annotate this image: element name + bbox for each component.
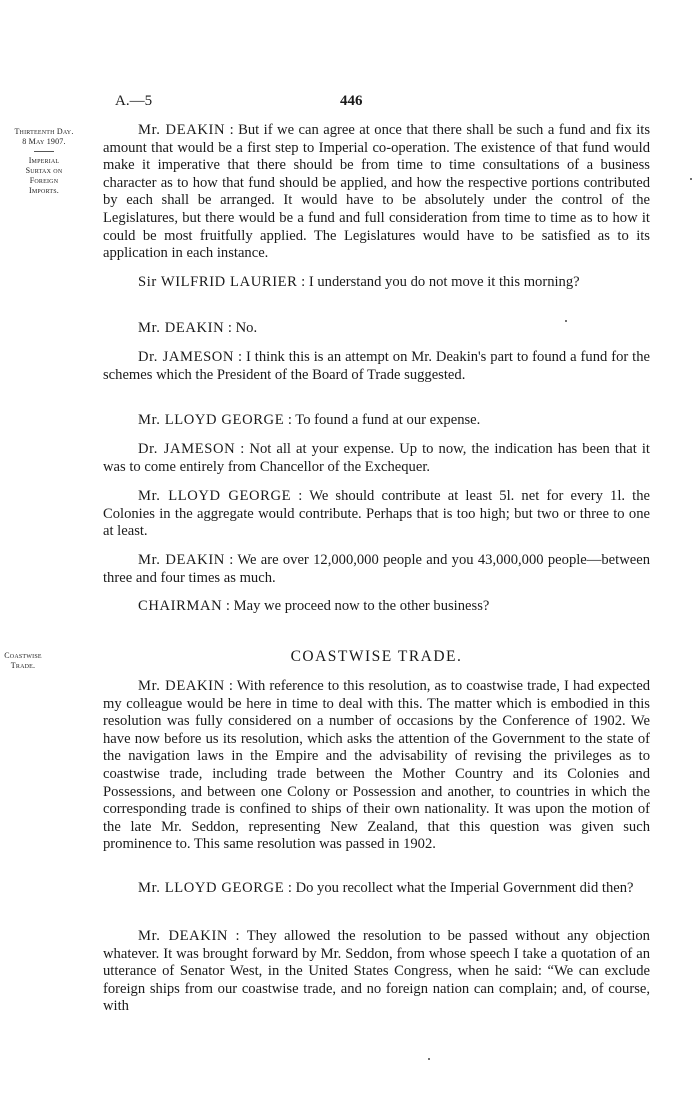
margin-coastwise-line: Coastwise <box>4 651 42 660</box>
margin-subject-line: Imports. <box>29 186 59 195</box>
speech-text: We are over 12,000,000 people and you 43,000,000 people—between three and four times as much. <box>103 552 650 586</box>
speaker-name: Mr. LLOYD GEORGE <box>138 488 292 504</box>
speech-paragraph: Mr. DEAKIN : They allowed the resolution to be passed without any objection whatever. It was brought forward by Mr. Seddon, from whose speech I take a quotation of an utterance of Senator West, in the United States Congress, when he said: “We can exclude foreign ships from our coastwise trade, and no foreign nation can complain; and, of course, with <box>103 928 650 1015</box>
speech-paragraph: Mr. LLOYD GEORGE : Do you recollect what the Imperial Government did then? <box>138 880 634 896</box>
speaker-name: Dr. JAMESON <box>138 441 236 457</box>
speech-text: But if we can agree at once that there shall be such a fund and fix its amount that would be a first step to Imperial co-operation. The existence of that fund would make it imperative that there should be from time to time consultations of a business character as to how that fund should be applied, and how the respective portions contributed by each shall be arranged. It would have to be absolutely under the control of the Legislatures, but there would be a fund and full consideration from time to time as to how it could be most fruitfully applied. The Legislatures would have to be satisfied as to its application in each instance. <box>103 122 651 262</box>
speech-text: They allowed the resolution to be passed without any objection whatever. It was brought forward by Mr. Seddon, from whose speech I take a quotation of an utterance of Senator West, in the United States Congress, when he said: “We can exclude foreign ships from our coastwise trade, and no foreign nation can complain; and, of course, with <box>103 928 650 1015</box>
scan-speck <box>565 320 567 322</box>
speaker-name: Sir WILFRID LAURIER <box>138 274 298 290</box>
speaker-name: Mr. LLOYD GEORGE <box>138 880 285 896</box>
speech-paragraph: Dr. JAMESON : I think this is an attempt on Mr. Deakin's part to found a fund for the schemes which the President of the Board of Trade suggested. <box>103 349 650 383</box>
document-reference: A.—5 <box>115 93 153 109</box>
speaker-name: Mr. DEAKIN <box>138 928 229 944</box>
speech-paragraph: Mr. LLOYD GEORGE : We should contribute at least 5l. net for every 1l. the Colonies in the aggregate would contribute. Perhaps that is too high; but two or three to one at least. <box>103 488 651 540</box>
page-number: 446 <box>340 93 363 109</box>
speech-text: I understand you do not move it this morning? <box>308 274 580 290</box>
section-heading: COASTWISE TRADE. <box>290 648 463 665</box>
speech-paragraph: CHAIRMAN : May we proceed now to the other business? <box>138 598 490 614</box>
speech-text: With reference to this resolution, as to coastwise trade, I had expected my colleague would be here in time to deal with this. The matter which is embodied in this resolution was fully considered on a number of occasions by the Conference of 1902. We have now before us its resolution, which asks the attention of the Government to the state of the navigation laws in the Empire and the advisability of revising the privileges as to coastwise trade, including trade between the Mother Country and its Colonies and Possessions, and between one Colony or Possession and another, to countries in which the corresponding trade is confined to ships of their own nationality. It was upon the motion of the late Mr. Seddon, representing New Zealand, that this question was given such prominence to. This same resolution was passed in 1902. <box>103 678 650 853</box>
margin-subject-line: Imperial <box>28 156 60 165</box>
margin-divider <box>34 151 54 152</box>
speaker-name: CHAIRMAN <box>138 598 223 614</box>
speaker-name: Mr. DEAKIN <box>138 678 225 694</box>
speech-text: To found a fund at our expense. <box>295 412 481 428</box>
margin-subject-line: Foreign <box>29 176 59 185</box>
scan-speck <box>690 178 692 180</box>
speaker-name: Mr. DEAKIN <box>138 122 226 138</box>
speech-paragraph: Mr. DEAKIN : We are over 12,000,000 people and you 43,000,000 people—between three and four times as much. <box>103 552 650 586</box>
speaker-name: Dr. JAMESON <box>138 349 235 365</box>
speech-paragraph: Mr. DEAKIN : No. <box>138 320 258 336</box>
speech-text: We should contribute at least 5l. net for every 1l. the Colonies in the aggregate would contribute. Perhaps that is too high; but two or three to one at least. <box>103 488 651 540</box>
speaker-name: Mr. DEAKIN <box>138 320 225 336</box>
speech-text: I think this is an attempt on Mr. Deakin's part to found a fund for the schemes which the President of the Board of Trade suggested. <box>103 349 650 383</box>
speaker-name: Mr. LLOYD GEORGE <box>138 412 285 428</box>
margin-subject-line: Surtax on <box>25 166 63 175</box>
speech-text: May we proceed now to the other business? <box>233 598 490 614</box>
margin-coastwise-line: Trade. <box>10 661 36 670</box>
speech-text: No. <box>235 320 258 336</box>
speaker-name: Mr. DEAKIN <box>138 552 225 568</box>
margin-date-line: Thirteenth Day. <box>14 127 74 136</box>
speech-paragraph: Mr. DEAKIN : With reference to this resolution, as to coastwise trade, I had expected my colleague would be here in time to deal with this. The matter which is embodied in this resolution was fully considered on a number of occasions by the Conference of 1902. We have now before us its resolution, which asks the attention of the Government to the state of the navigation laws in the Empire and the advisability of revising the privileges as to coastwise trade, including trade between the Mother Country and its Colonies and Possessions, and between one Colony or Possession and another, to countries in which the corresponding trade is confined to ships of their own nationality. It was upon the motion of the late Mr. Seddon, representing New Zealand, that this question was given such prominence to. This same resolution was passed in 1902. <box>103 678 650 853</box>
margin-date-line: 8 May 1907. <box>22 137 66 146</box>
speech-paragraph: Dr. JAMESON : Not all at your expense. Up to now, the indication has been that it was to come entirely from Chancellor of the Exchequer. <box>103 441 650 475</box>
speech-text: Not all at your expense. Up to now, the indication has been that it was to come entirely from Chancellor of the Exchequer. <box>103 441 650 475</box>
speech-paragraph: Sir WILFRID LAURIER : I understand you do not move it this morning? <box>138 274 580 290</box>
speech-paragraph: Mr. DEAKIN : But if we can agree at once that there shall be such a fund and fix its amount that would be a first step to Imperial co-operation. The existence of that fund would make it imperative that there should be from time to time consultations of a business character as to how that fund should be applied, and how the respective portions contributed by each shall be arranged. It would have to be absolutely under the control of the Legislatures, but there would be a fund and full consideration from time to time as to how it could be most fruitfully applied. The Legislatures would have to be satisfied as to its application in each instance. <box>103 122 651 262</box>
speech-text: Do you recollect what the Imperial Government did then? <box>295 880 634 896</box>
margin-note-coastwise <box>3 651 43 671</box>
scan-speck <box>428 1058 430 1060</box>
speech-paragraph: Mr. LLOYD GEORGE : To found a fund at our expense. <box>138 412 481 428</box>
margin-note-date <box>3 127 85 196</box>
